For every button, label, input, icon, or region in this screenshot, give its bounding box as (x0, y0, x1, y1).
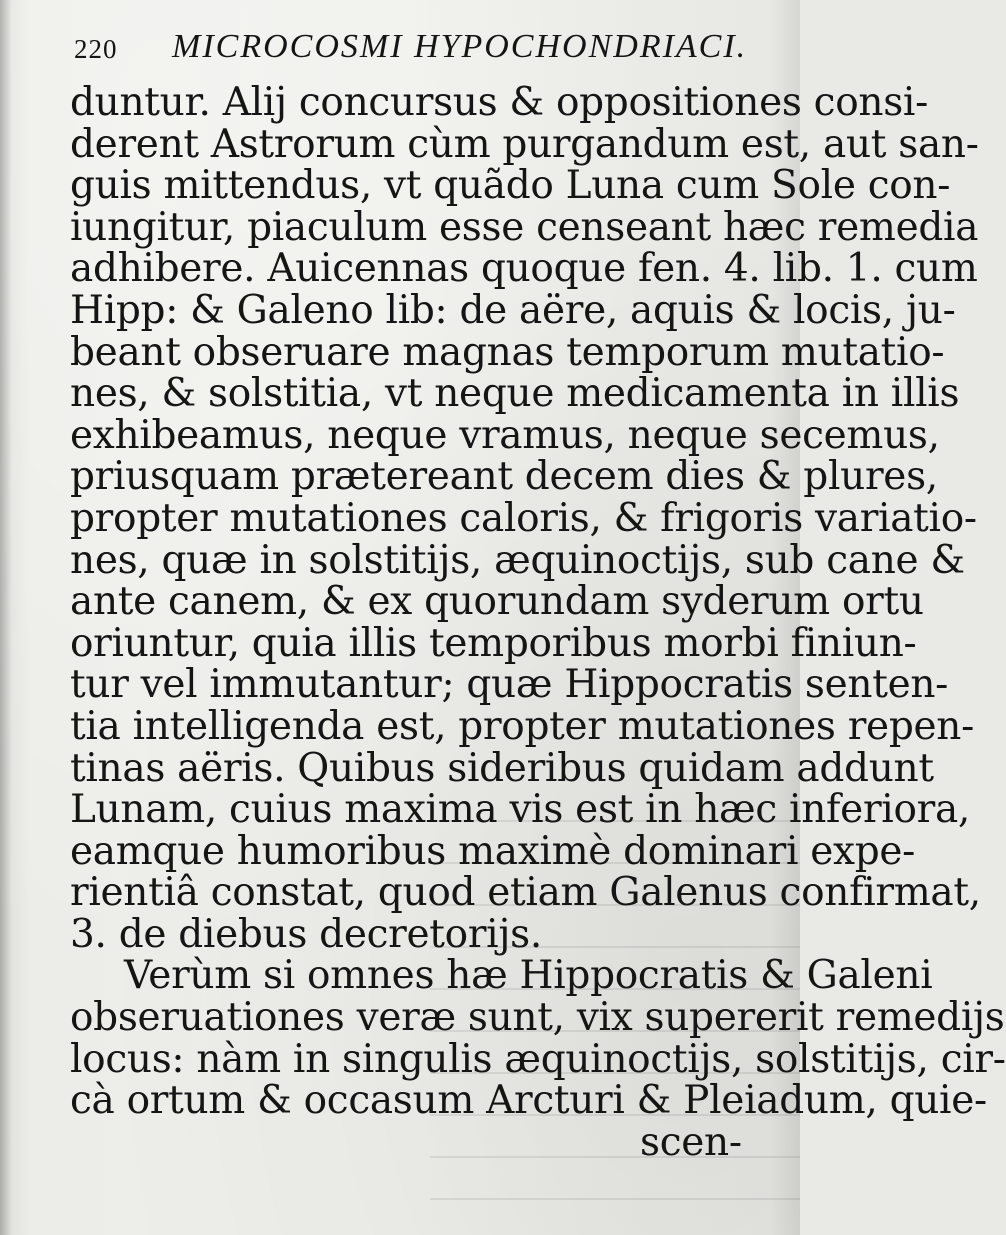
text-line: beant obseruare magnas temporum mutatio- (70, 329, 945, 375)
text-line: exhibeamus, neque vramus, neque secemus, (70, 412, 940, 458)
text-line: tia intelligenda est, propter mutationes repen- (70, 703, 974, 749)
text-line: derent Astrorum cùm purgandum est, aut san- (70, 121, 979, 167)
text-line: locus: nàm in singulis æquinoctijs, solstitijs, cir- (70, 1036, 1006, 1082)
text-line: adhibere. Auicennas quoque fen. 4. lib. 1. cum (70, 246, 978, 292)
running-title: MICROCOSMI HYPOCHONDRIACI. (172, 28, 748, 65)
text-line: obseruationes veræ sunt, vix supererit remedijs (70, 995, 1005, 1041)
text-line: ante canem, & ex quorundam syderum ortu (70, 579, 924, 625)
page-number: 220 (74, 34, 118, 64)
text-line: propter mutationes caloris, & frigoris variatio- (70, 495, 977, 541)
body-text (70, 80, 1006, 1165)
text-line: guis mittendus, vt quãdo Luna cum Sole con- (70, 163, 951, 209)
text-line: nes, & solstitia, vt neque medicamenta in illis (70, 371, 960, 417)
text-line: tur vel immutantur; quæ Hippocratis senten- (70, 662, 949, 708)
text-line: cà ortum & occasum Arcturi & Pleiadum, quie- (70, 1078, 987, 1124)
text-line: tinas aëris. Quibus sideribus quidam addunt (70, 745, 934, 791)
text-line: priusquam prætereant decem dies & plures, (70, 454, 938, 500)
paragraph-start-line: Verùm si omnes hæ Hippocratis & Galeni (124, 953, 933, 999)
text-line: duntur. Alij concursus & oppositiones consi- (70, 80, 928, 125)
text-line: oriuntur, quia illis temporibus morbi finiun- (70, 620, 917, 666)
gutter-shadow (0, 0, 12, 1235)
text-line: nes, quæ in solstitijs, æquinoctijs, sub cane & (70, 537, 965, 583)
text-line: Hipp: & Galeno lib: de aëre, aquis & locis, ju- (70, 287, 956, 333)
running-head (68, 22, 768, 66)
text-line: rientiâ constat, quod etiam Galenus confirmat, (70, 870, 981, 916)
catchword: scen- (640, 1119, 742, 1165)
text-line: Lunam, cuius maxima vis est in hæc inferiora, (70, 787, 971, 833)
text-line: iungitur, piaculum esse censeant hæc remedia (70, 204, 979, 250)
text-line: eamque humoribus maximè dominari expe- (70, 828, 916, 874)
text-line: 3. de diebus decretorijs. (70, 911, 542, 957)
